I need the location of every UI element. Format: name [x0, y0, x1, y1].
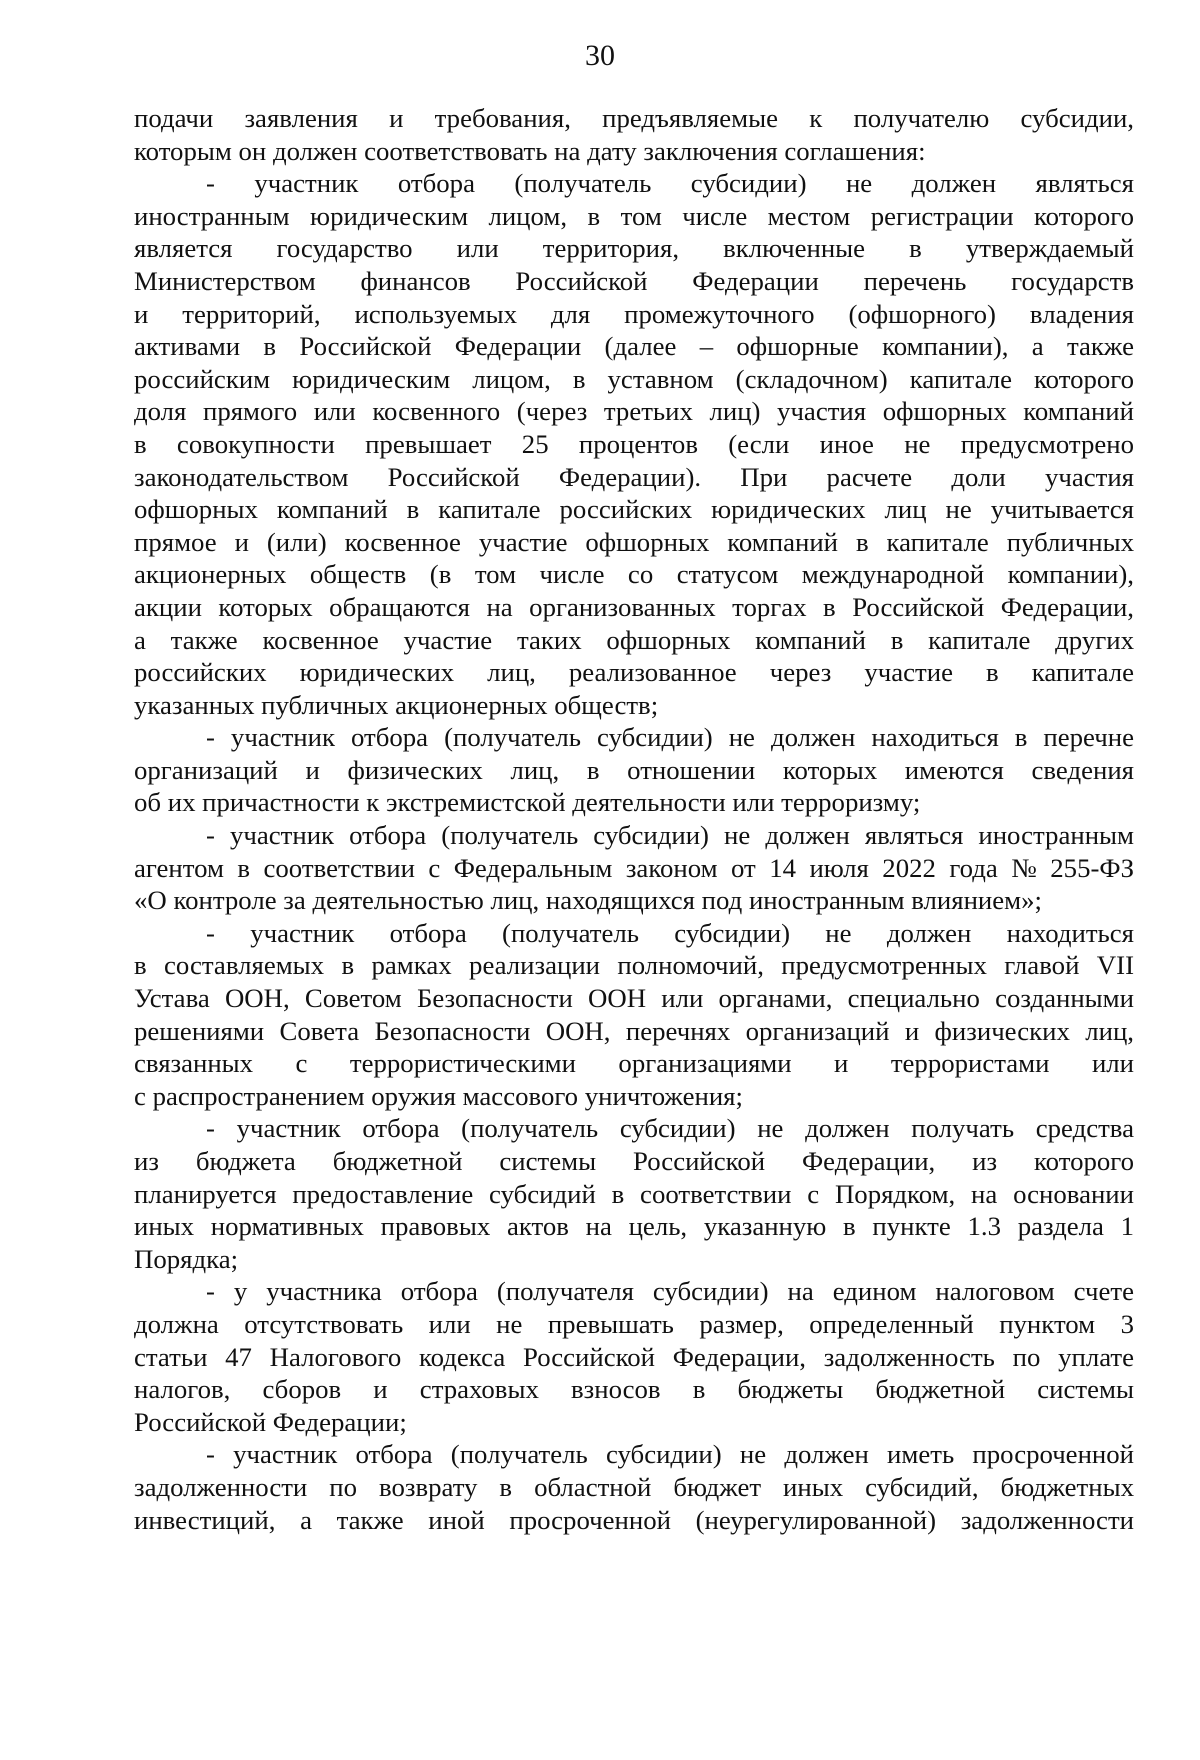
- text-line: является государство или территория, включенные в утверждаемый: [134, 233, 1134, 264]
- paragraph: [134, 819, 1134, 917]
- text-line: - участник отбора (получатель субсидии) не должен находиться в перечне: [206, 722, 1134, 753]
- text-line: - участник отбора (получатель субсидии) не должен иметь просроченной: [206, 1439, 1134, 1470]
- text-line: планируется предоставление субсидий в соответствии с Порядком, на основании: [134, 1178, 1134, 1209]
- text-line: «О контроле за деятельностью лиц, находящихся под иностранным влиянием»;: [134, 885, 1042, 916]
- paragraph: [134, 917, 1134, 1113]
- text-line: указанных публичных акционерных обществ;: [134, 689, 659, 720]
- paragraph: [134, 102, 1134, 167]
- text-line: доля прямого или косвенного (через третьих лиц) участия офшорных компаний: [134, 396, 1134, 427]
- text-line: Российской Федерации;: [134, 1406, 407, 1437]
- text-line: - участник отбора (получатель субсидии) не должен находиться: [206, 917, 1134, 948]
- text-line: задолженности по возврату в областной бюджет иных субсидий, бюджетных: [134, 1471, 1134, 1502]
- text-line: об их причастности к экстремистской деятельности или терроризму;: [134, 787, 921, 818]
- text-line: агентом в соответствии с Федеральным законом от 14 июля 2022 года № 255-ФЗ: [134, 852, 1134, 883]
- text-line: офшорных компаний в капитале российских юридических лиц не учитывается: [134, 494, 1134, 525]
- text-line: акционерных обществ (в том числе со статусом международной компании),: [134, 559, 1134, 590]
- text-line: - участник отбора (получатель субсидии) не должен являться иностранным: [206, 820, 1134, 851]
- text-line: иных нормативных правовых актов на цель, указанную в пункте 1.3 раздела 1: [134, 1211, 1134, 1242]
- text-line: - участник отбора (получатель субсидии) не должен являться: [206, 168, 1134, 199]
- text-line: прямое и (или) косвенное участие офшорных компаний в капитале публичных: [134, 526, 1134, 557]
- text-line: организаций и физических лиц, в отношении которых имеются сведения: [134, 754, 1134, 785]
- page-number: 30: [585, 39, 615, 72]
- text-line: акции которых обращаются на организованных торгах в Российской Федерации,: [134, 591, 1134, 622]
- text-line: инвестиций, а также иной просроченной (неурегулированной) задолженности: [134, 1504, 1134, 1535]
- text-line: из бюджета бюджетной системы Российской Федерации, из которого: [134, 1146, 1134, 1176]
- text-line: с распространением оружия массового уничтожения;: [134, 1080, 743, 1111]
- text-line: Министерством финансов Российской Федерации перечень государств: [134, 265, 1134, 296]
- paragraph: [134, 1275, 1134, 1438]
- paragraph: [134, 167, 1134, 721]
- text-line: статьи 47 Налогового кодекса Российской Федерации, задолженность по уплате: [134, 1341, 1134, 1372]
- text-line: - участник отбора (получатель субсидии) не должен получать средства: [206, 1113, 1134, 1144]
- text-line: в совокупности превышает 25 процентов (если иное не предусмотрено: [134, 428, 1134, 459]
- text-line: связанных с террористическими организациями и террористами или: [134, 1048, 1134, 1079]
- text-line: Порядка;: [134, 1243, 239, 1274]
- text-line: и территорий, используемых для промежуточного (офшорного) владения: [134, 298, 1134, 329]
- text-line: Устава ООН, Советом Безопасности ООН или органами, специально созданными: [134, 983, 1134, 1014]
- text-line: в составляемых в рамках реализации полномочий, предусмотренных главой VII: [134, 950, 1134, 981]
- text-line: российских юридических лиц, реализованное через участие в капитале: [134, 657, 1134, 688]
- paragraph: [134, 1112, 1134, 1275]
- paragraph: [134, 1438, 1134, 1536]
- paragraph: [134, 721, 1134, 819]
- text-line: должна отсутствовать или не превышать размер, определенный пунктом 3: [134, 1308, 1134, 1339]
- text-line: подачи заявления и требования, предъявляемые к получателю субсидии,: [134, 103, 1134, 133]
- text-line: налогов, сборов и страховых взносов в бюджеты бюджетной системы: [134, 1374, 1134, 1405]
- text-line: законодательством Российской Федерации). При расчете доли участия: [134, 461, 1134, 492]
- text-line: которым он должен соответствовать на дату заключения соглашения:: [134, 135, 926, 166]
- document-body: [134, 102, 1134, 1536]
- text-line: решениями Совета Безопасности ООН, перечнях организаций и физических лиц,: [134, 1015, 1134, 1046]
- text-line: активами в Российской Федерации (далее – офшорные компании), а также: [134, 331, 1134, 362]
- text-line: иностранным юридическим лицом, в том числе местом регистрации которого: [134, 200, 1134, 231]
- text-line: а также косвенное участие таких офшорных компаний в капитале других: [134, 624, 1134, 655]
- text-line: российским юридическим лицом, в уставном (складочном) капитале которого: [134, 363, 1134, 394]
- text-line: - у участника отбора (получателя субсидии) на едином налоговом счете: [206, 1276, 1134, 1307]
